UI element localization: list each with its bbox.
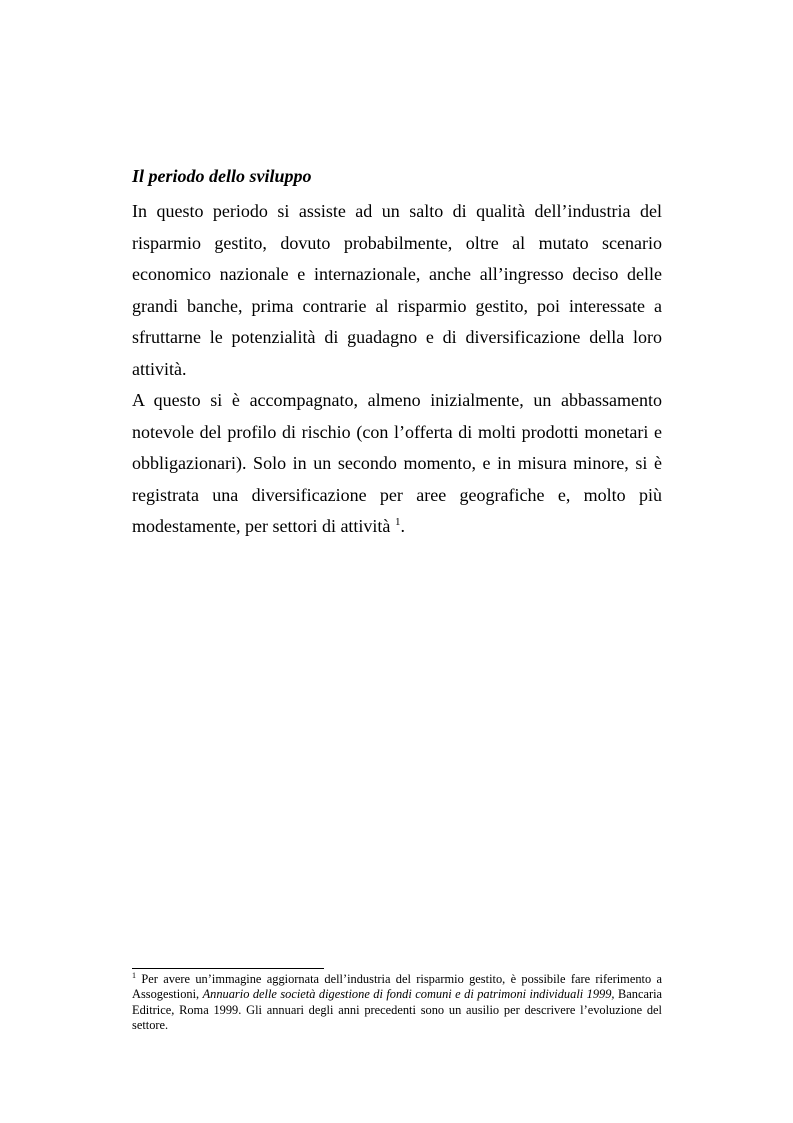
footnote-cited-title: Annuario delle società digestione di fondi comuni e di patrimoni individuali 1999, — [202, 987, 615, 1002]
paragraph-1: In questo periodo si assiste ad un salto di qualità dell’industria del risparmio gestito, dovuto probabilmente, oltre al mutato scenario economico nazionale e internazionale, anche all’ingresso deciso delle grandi banche, prima contrarie al risparmio gestito, poi interessate a sfruttarne le potenzialità di guadagno e di diversificazione della loro attività. — [132, 201, 662, 379]
paragraph-2 — [132, 385, 662, 543]
footnote — [132, 972, 662, 1033]
footnote-separator — [132, 968, 324, 969]
footnote-text-start: Per avere un’immagine aggiornata dell’industria del risparmio gestito, è possibile fare riferimento a Assogestioni, — [132, 972, 662, 1002]
footnote-text-end: Bancaria Editrice, Roma 1999. Gli annuari degli anni precedenti sono un ausilio per descrivere l’evoluzione del settore. — [132, 987, 663, 1032]
footnote-reference[interactable]: 1 — [394, 516, 401, 528]
paragraph-2-text: A questo si è accompagnato, almeno inizialmente, un abbassamento notevole del profilo di rischio (con l’offerta di molti prodotti monetari e obbligazionari). Solo in un secondo momento, e in misura minore, si è registrata una diversificazione per aree geografiche e, molto più modestamente, per settori di attività — [132, 390, 662, 536]
section-title: Il periodo dello sviluppo — [132, 166, 312, 186]
paragraph-2-end: . — [400, 516, 405, 536]
body-text — [132, 196, 662, 543]
footnote-number: 1 — [132, 970, 136, 980]
